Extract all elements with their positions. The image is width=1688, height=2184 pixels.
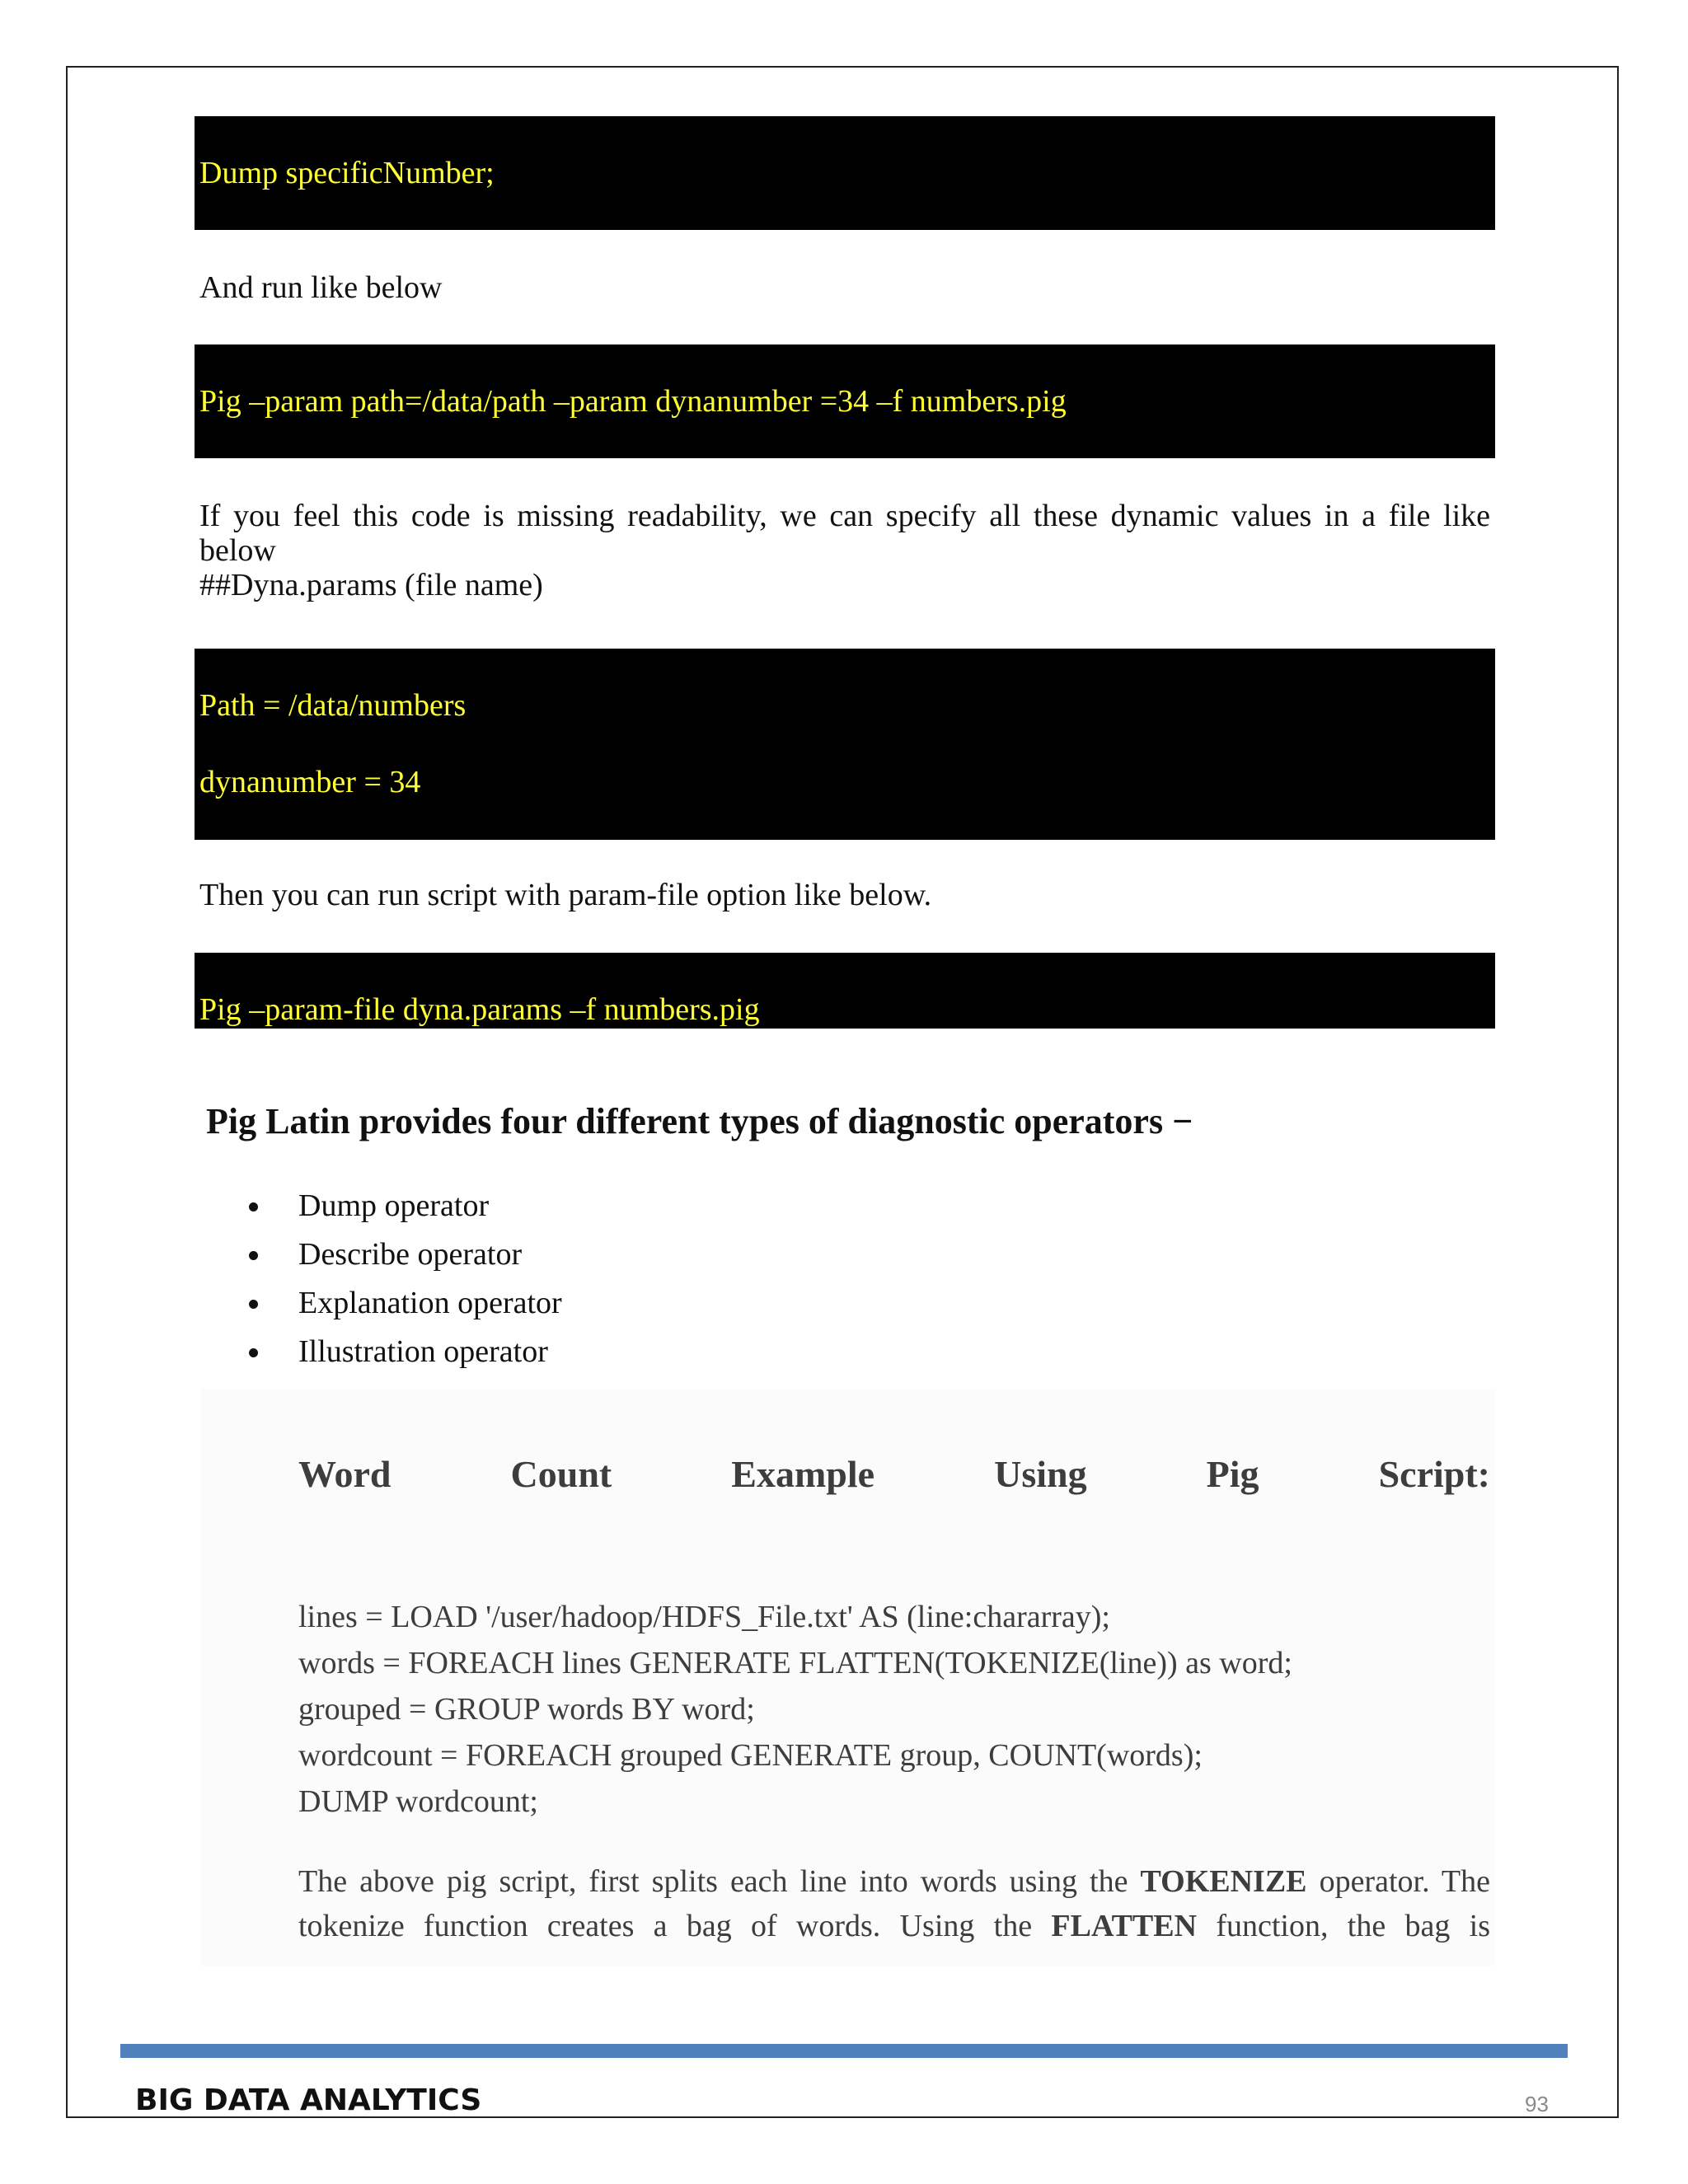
code-line: Pig –param-file dyna.params –f numbers.pig xyxy=(199,992,760,1027)
code-block-param-run xyxy=(195,344,1495,458)
word-count-title: Word Count Example Using Pig Script: xyxy=(298,1453,1490,1495)
paragraph-param-file-option: Then you can run script with param-file option like below. xyxy=(199,878,932,912)
code-block-dump xyxy=(195,116,1495,230)
page-number: 93 xyxy=(1525,2092,1549,2116)
operator-list xyxy=(247,1182,562,1376)
paragraph-run-like-below: And run like below xyxy=(199,270,443,305)
script-explanation: The above pig script, first splits each line into words using the TOKENIZE operator. The tokenize function creates a bag of words. Using the FLATTEN function, the bag is xyxy=(298,1864,1490,1943)
paragraph-readability: If you feel this code is missing readability, we can specify all these dynamic values in a file like below ##Dyna.params (file name) xyxy=(199,499,1490,602)
script-line: words = FOREACH lines GENERATE FLATTEN(TOKENIZE(line)) as word; xyxy=(298,1646,1292,1680)
code-line: dynanumber = 34 xyxy=(199,765,421,799)
footer-bar xyxy=(120,2044,1568,2058)
bullet-icon xyxy=(249,1202,258,1212)
list-item: Explanation operator xyxy=(247,1279,562,1328)
code-block-param-file-run xyxy=(195,953,1495,1029)
code-block-params-file xyxy=(195,649,1495,840)
list-item: Describe operator xyxy=(247,1230,562,1279)
word-count-script xyxy=(298,1594,1292,1825)
code-line: Pig –param path=/data/path –param dynanumber =34 –f numbers.pig xyxy=(199,384,1067,419)
list-item: Dump operator xyxy=(247,1182,562,1230)
code-line: Dump specificNumber; xyxy=(199,156,495,190)
bullet-icon xyxy=(249,1300,258,1309)
code-line: Path = /data/numbers xyxy=(199,688,467,723)
section-heading: Pig Latin provides four different types of diagnostic operators − xyxy=(206,1101,1193,1141)
bullet-icon xyxy=(249,1348,258,1357)
script-line: wordcount = FOREACH grouped GENERATE group, COUNT(words); xyxy=(298,1738,1203,1773)
script-line: grouped = GROUP words BY word; xyxy=(298,1692,755,1727)
bullet-icon xyxy=(249,1251,258,1260)
script-line: lines = LOAD '/user/hadoop/HDFS_File.txt' AS (line:chararray); xyxy=(298,1600,1110,1634)
list-item: Illustration operator xyxy=(247,1328,562,1376)
footer-title: BIG DATA ANALYTICS xyxy=(135,2083,482,2117)
script-line: DUMP wordcount; xyxy=(298,1784,538,1819)
